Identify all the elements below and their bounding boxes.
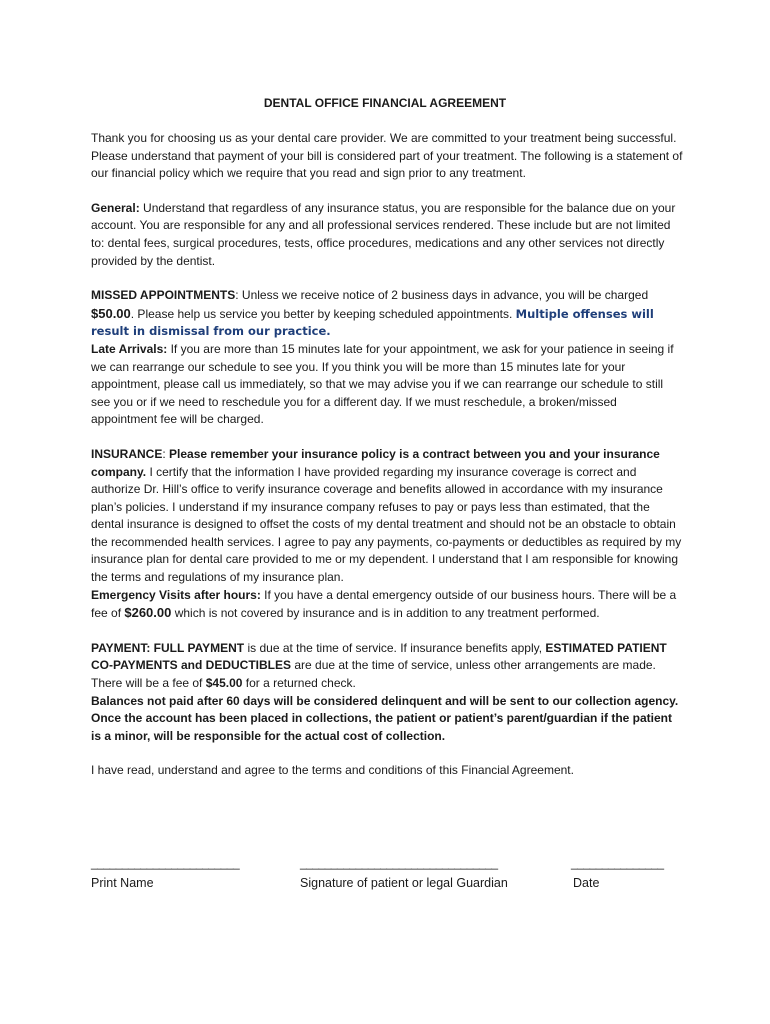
document-body: [91, 130, 685, 780]
intro-paragraph: Thank you for choosing us as your dental care provider. We are committed to your treatment being successful. Please understand that payment of your bill is considered part of your treatment. The following is a statement of our financial policy which we require that you read and sign prior to any treatment.: [91, 131, 683, 181]
payment-text-2: are due at the time of service, unless other arrangements are made. There will be a fee of: [91, 658, 656, 691]
signature-label: Signature of patient or legal Guardian: [300, 876, 508, 890]
print-name-line[interactable]: ________________________: [91, 856, 240, 870]
emergency-fee: $260.00: [124, 605, 172, 621]
insurance-label: INSURANCE: [91, 446, 163, 461]
date-label: Date: [573, 876, 600, 890]
missed-appointments-paragraph: [91, 287, 685, 341]
payment-text-3: for a returned check.: [242, 676, 356, 691]
signature-line[interactable]: ________________________________: [300, 856, 498, 870]
general-label: General:: [91, 200, 140, 215]
missed-text-2: . Please help us service you better by keeping scheduled appointments.: [130, 306, 516, 321]
dismissal-warning: Multiple offenses will result in dismissal from our practice.: [91, 306, 654, 339]
insurance-colon: :: [162, 446, 170, 461]
collection-paragraph: [91, 693, 685, 746]
emergency-paragraph: [91, 587, 685, 623]
payment-text-1: is due at the time of service. If insurance benefits apply,: [244, 640, 546, 655]
emergency-text-1: If you have a dental emergency outside of our business hours. There will be a fee of: [91, 587, 677, 621]
payment-label: PAYMENT: FULL PAYMENT: [91, 640, 245, 655]
page-title: DENTAL OFFICE FINANCIAL AGREEMENT: [263, 96, 507, 110]
print-name-label: Print Name: [91, 876, 154, 890]
agreement-statement: I have read, understand and agree to the terms and conditions of this Financial Agreement.: [91, 763, 574, 778]
payment-paragraph: [91, 640, 685, 693]
late-text: If you are more than 15 minutes late for your appointment, we ask for your patience in seeing if we can rearrange our schedule to see you. If you think you will be more than 15 minutes late for your appointment, please call us immediately, so that we may advise you if we can rearrange our schedule to still see you or if we need to reschedule you for a different day. If we must reschedule, a broken/missed appointment fee will be charged.: [91, 341, 674, 427]
insurance-bold-text: Please remember your insurance policy is a contract between you and your insurance company.: [91, 446, 660, 479]
late-label: Late Arrivals:: [91, 341, 168, 356]
payment-bold-1: ESTIMATED PATIENT CO-PAYMENTS and DEDUCTIBLES: [91, 640, 667, 673]
collection-text: Balances not paid after 60 days will be considered delinquent and will be sent to our collection agency. Once the account has been placed in collections, the patient or patient’s parent/guardian if the patient is a minor, will be responsible for the actual cost of collection.: [91, 693, 679, 743]
date-line[interactable]: _______________: [571, 856, 664, 870]
emergency-label: Emergency Visits after hours:: [91, 587, 261, 602]
missed-text-1: : Unless we receive notice of 2 business days in advance, you will be charged: [235, 288, 649, 303]
insurance-paragraph: [91, 446, 685, 587]
late-arrivals-paragraph: [91, 341, 685, 429]
emergency-text-2: which is not covered by insurance and is in addition to any treatment performed.: [171, 606, 600, 621]
general-text: Understand that regardless of any insurance status, you are responsible for the balance due on your account. You are responsible for any and all professional services rendered. These include but are not limited to: dental fees, surgical procedures, tests, office procedures, medications and any other services not directly provided by the dentist.: [91, 200, 676, 268]
returned-check-fee: $45.00: [205, 676, 243, 691]
insurance-text: I certify that the information I have provided regarding my insurance coverage is correct and authorize Dr. Hill’s office to verify insurance coverage and benefits allowed in accordance with my insurance plan’s policies. I understand if my insurance company refuses to pay or pays less than estimated, that the dental insurance is designed to offset the costs of my dental treatment and should not be an obstacle to obtain the recommended health services. I agree to pay any payments, co-payments or deductibles as required by my insurance plan for dental care provided to me or my dependent. I understand that I am responsible for knowing the terms and regulations of my insurance plan.: [91, 464, 682, 585]
general-paragraph: [91, 200, 685, 270]
missed-label: MISSED APPOINTMENTS: [91, 288, 236, 303]
missed-fee: $50.00: [91, 305, 131, 321]
